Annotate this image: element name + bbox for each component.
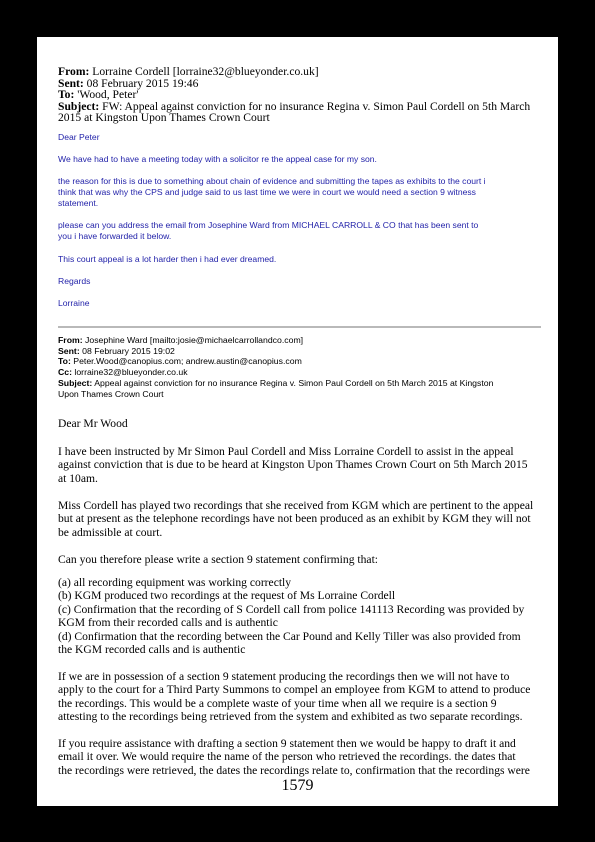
paragraph-line: but at present as the telephone recordings have not been produced as an exhibit by KGM they will not: [58, 512, 531, 525]
body-line: statement.: [58, 198, 99, 208]
subject-value-line1: Appeal against conviction for no insurance Regina v. Simon Paul Cordell on 5th March 2015 at Kingston: [92, 377, 494, 388]
paragraph-line: attesting to the recordings being retrieved from the system and exhibited as two separate recordings.: [58, 710, 523, 723]
sent-value: 08 February 2015 19:02: [79, 345, 175, 356]
subject-row-cont: [58, 112, 538, 124]
from-value: Josephine Ward [mailto:josie@michaelcarrollandco.com]: [82, 335, 304, 345]
paragraph-line: the recordings were retrieved, the dates the recordings relate to, confirmation that the recordings were: [58, 764, 530, 777]
to-label: To:: [58, 356, 71, 367]
sign-off: Regards: [58, 276, 91, 286]
body-line: please can you address the email from Josephine Ward from MICHAEL CARROLL & CO that has been sent to: [58, 220, 479, 230]
list-item: (a) all recording equipment was working correctly: [58, 576, 292, 589]
subject-value-line2: 2015 at Kingston Upon Thames Crown Court: [58, 111, 270, 125]
sent-row: [58, 346, 548, 357]
cc-value: lorraine32@blueyonder.co.uk: [72, 367, 188, 378]
list-item: KGM from their recorded calls and is authentic: [58, 616, 278, 629]
paragraph-line: email it over. We would require the name of the person who retrieved the recordings. the dates that: [58, 750, 516, 763]
cc-label: Cc:: [58, 367, 72, 378]
paragraph-line: Can you therefore please write a section 9 statement confirming that:: [58, 553, 379, 566]
from-label: From:: [58, 335, 83, 345]
from-value: Lorraine Cordell [lorraine32@blueyonder.co.uk]: [89, 65, 319, 78]
subject-row-cont: [58, 389, 548, 400]
list-item: (d) Confirmation that the recording between the Car Pound and Kelly Tiller was also provided from: [58, 630, 521, 643]
paragraph-line: against conviction that is due to be heard at Kingston Upon Thames Crown Court on 5th March 2015: [58, 458, 528, 471]
cc-row: [58, 367, 548, 378]
body-line: the reason for this is due to something about chain of evidence and submitting the tapes as exhibits to the court i: [58, 176, 486, 186]
subject-label: Subject:: [58, 99, 100, 113]
subject-label: Subject:: [58, 377, 93, 388]
paragraph-line: Miss Cordell has played two recordings that she received from KGM which are pertinent to the appeal: [58, 499, 534, 512]
paragraph-line: I have been instructed by Mr Simon Paul Cordell and Miss Lorraine Cordell to assist in the appeal: [58, 445, 514, 458]
separator-rule: [58, 326, 541, 328]
subject-value-line2: Upon Thames Crown Court: [58, 388, 164, 399]
sent-label: Sent:: [58, 76, 84, 90]
list-item: the KGM recorded calls and is authentic: [58, 643, 246, 656]
paragraph-line: be admissible at court.: [58, 526, 163, 539]
paragraph-line: apply to the court for a Third Party Summons to compel an employee from KGM to attend to produce: [58, 683, 531, 696]
body-line: you i have forwarded it below.: [58, 231, 172, 241]
subject-row: [58, 378, 548, 389]
paragraph-line: at 10am.: [58, 472, 98, 485]
page-number: 1579: [281, 777, 314, 794]
to-label: To:: [58, 88, 75, 102]
body-line: This court appeal is a lot harder then i had ever dreamed.: [58, 254, 277, 264]
to-row: [58, 356, 548, 367]
to-value: 'Wood, Peter': [74, 88, 139, 102]
document-page: [37, 37, 558, 806]
list-item: (c) Confirmation that the recording of S Cordell call from police 141113 Recording was provided by: [58, 603, 525, 616]
paragraph-line: the recordings. This would be a complete waste of your time when all we require is a section 9: [58, 697, 497, 710]
paragraph-line: If you require assistance with drafting a section 9 statement then we would be happy to draft it and: [58, 737, 516, 750]
original-email-header: [58, 335, 548, 399]
from-row: [58, 335, 548, 346]
paragraph-line: If we are in possession of a section 9 statement producing the recordings then we will not have to: [58, 670, 510, 683]
list-item: (b) KGM produced two recordings at the request of Ms Lorraine Cordell: [58, 589, 396, 602]
body-line: think that was why the CPS and judge said to us last time we were in court we would need a section 9 witness: [58, 187, 476, 197]
signature: Lorraine: [58, 298, 90, 308]
forward-email-header: [58, 66, 538, 124]
sent-value: 08 February 2015 19:46: [83, 76, 199, 90]
greeting: Dear Peter: [58, 132, 100, 142]
from-label: From:: [58, 65, 90, 78]
to-value: Peter.Wood@canopius.com; andrew.austin@canopius.com: [70, 356, 302, 367]
body-line: We have had to have a meeting today with a solicitor re the appeal case for my son.: [58, 154, 377, 164]
salutation: Dear Mr Wood: [58, 417, 128, 430]
subject-value-line1: FW: Appeal against conviction for no insurance Regina v. Simon Paul Cordell on 5th March: [99, 99, 531, 113]
sent-label: Sent:: [58, 345, 80, 356]
